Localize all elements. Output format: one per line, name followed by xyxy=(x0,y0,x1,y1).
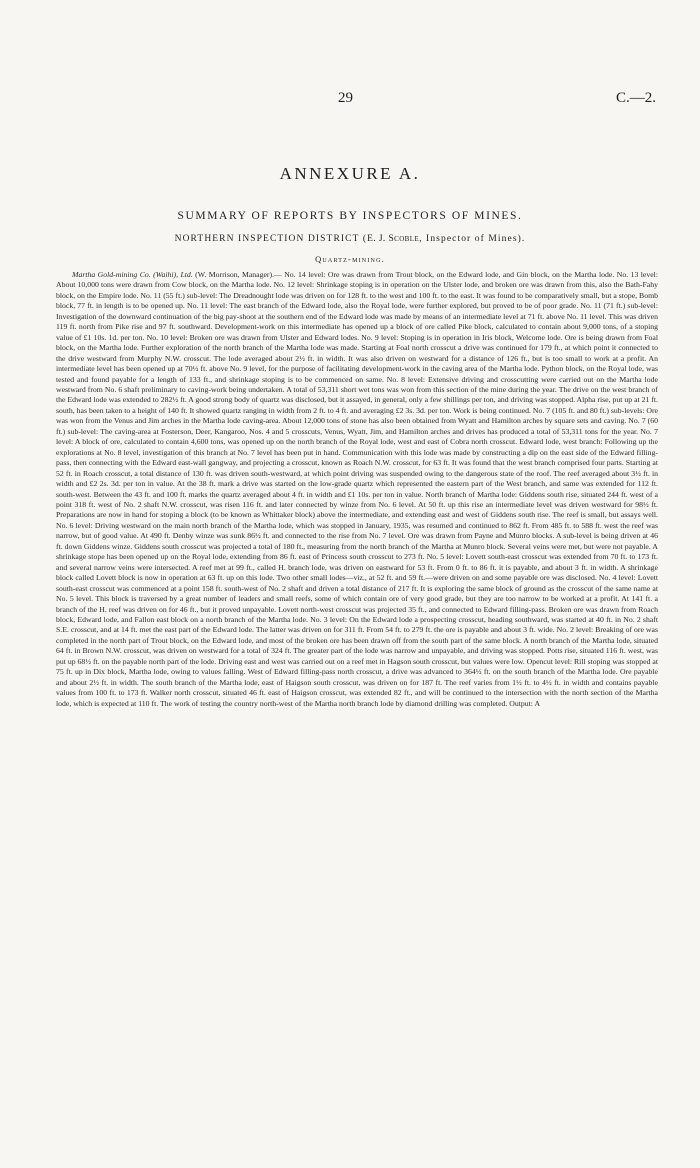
annexure-title: ANNEXURE A. xyxy=(279,164,421,183)
district-open-paren: ( xyxy=(362,234,368,244)
inspector-name: E. J. Scoble xyxy=(367,234,420,244)
section-heading: Quartz-mining. xyxy=(315,254,385,264)
company-manager: (W. Morrison, Manager). xyxy=(192,270,275,279)
district-name: NORTHERN INSPECTION DISTRICT xyxy=(174,234,360,244)
inspector-title: , Inspector of Mines). xyxy=(419,234,526,244)
report-summary-title: SUMMARY OF REPORTS BY INSPECTORS OF MINES. xyxy=(177,210,523,222)
district-heading xyxy=(0,234,700,244)
report-body xyxy=(56,270,658,709)
page-number: 29 xyxy=(338,90,353,106)
document-reference: C.—2. xyxy=(615,90,656,106)
running-head xyxy=(0,90,700,110)
company-name: Martha Gold-mining Co. (Waihi), Ltd. xyxy=(72,270,193,279)
report-text: — No. 14 level: Ore was drawn from Trout block, on the Edward lode, and Gin block, on the Martha lode. No. 13 level: About 10,000 tons were drawn from Cow block, on the Martha lode. No. 12 level: Shrinkage stoping is in operation on the Ulster lode, and broken ore was drawn from this, also the Bath-Fahy block, on the Empire lode. No. 11 (55 ft.) sub-level: The Dreadnought lode was driven on for 128 ft. to the west and 100 ft. to the east. It was found to be comparatively small, but a stope, Bomb block, 77 ft. in length is to be opened up. No. 11 level: The east branch of the Edward lode, also the Royal lode, were further explored, but proved to be of poor grade. No. 11 (71 ft.) sub-level: Investigation of the downward continuation of the big pay-shoot at the southern end of the Edward lode was made by means of an intermediate level at 71 ft. above No. 11 level. This was driven 119 ft. north from Pike rise and 97 ft. southward. Development-work on this intermediate has opened up a block of ore called Pike block, calculated to contain about 9,000 tons, of a stoping value of £1 10s. 1d. per ton. No. 10 level: Broken ore was drawn from Ulster and Edward lodes. No. 9 level: Stoping is in operation in Iris block, Welcome lode. Ore is being drawn from Foal block, on the Martha lode. Further exploration of the north branch of the Martha lode was made. Starting at Foal north crosscut a drive was continued for 179 ft., at which point it connected to the drive westward from Murphy N.W. crosscut. The lode averaged about 2½ ft. in width. It was also driven on westward for a distance of 126 ft., but is too small to work at a profit. An intermediate level has been opened up at 70½ ft. above No. 9 level, for the purpose of facilitating development-work in the caving area of the Martha lode. Python block, on the Royal lode, was tested and found payable for a length of 133 ft., and shrinkage stoping is to be commenced on same. No. 8 level: Extensive driving and crosscutting were carried out on the Martha lode westward from No. 6 shaft preliminary to caving-work being undertaken. A total of 53,311 short wet tons was won from this section of the mine during the year. The drive on the west branch of the Edward lode was extended to 282½ ft. A good strong body of quartz was disclosed, but it assayed, in general, only a few shillings per ton, and driving was stopped. Alpha rise, put up at 21 ft. south, has been taken to a height of 140 ft. It showed quartz ranging in width from 2 ft. to 4 ft. and averaging £2 3s. 3d. per ton. Work is being continued. No. 7 (105 ft. and 80 ft.) sub-levels: Ore was won from the Venus and Jim arches in the Martha lode caving-area. About 12,000 tons of stone has also been obtained from Wyatt and Hamilton arches by square sets and caving. No. 7 (60 ft.) sub-level: The caving-area at Fosterson, Deer, Kangaroo, Nos. 4 and 5 crosscuts, Venus, Wyatt, Jim, and Hamilton arches and drives has produced a total of 53,311 tons for the year. No. 7 level: A block of ore, calculated to contain 4,600 tons, was opened up on the north branch of the Royal lode, west and east of Cobra north crosscut. Edward lode, west branch: Following up the explorations at No. 8 level, investigation of this branch at No. 7 level has been put in hand. Communication with this lode was made by constructing a dip on the east side of the Edward filling-pass, then connecting with the Edward east-wall gangway, and projecting a crosscut, known as Roach N.W. crosscut, for 63 ft. It was found that the west branch comprised four parts. Starting at 52 ft. in Roach crosscut, a total distance of 130 ft. was driven south-westward, at which point driving was suspended owing to the dangerous state of the roof. The reef averaged about 3½ ft. in width and £2 2s. 3d. per ton in value. At the 38 ft. mark a drive was started on the low-grade quartz which represented the eastern part of the West branch, and same was extended for 112 ft. south-west. Between the 43 ft. and 100 ft. marks the quartz averaged about 4 ft. in width and £1 10s. per ton in value. North branch of Martha lode: Giddens south rise, situated 244 ft. west of a point 318 ft. west of No. 2 shaft N.W. crosscut, was risen 116 ft. and later connected by winze from No. 6 level. At 50 ft. up this rise an intermediate level was driven westward for 98½ ft. Preparations are now in hand for stoping a block (to be known as Whittaker block) above the intermediate, and extending east and west of Giddens south rise. The reef is small, but assays well. No. 6 level: Driving westward on the main north branch of the Martha lode, which was stopped in January, 1935, was resumed and continued to 862 ft. From 485 ft. to 588 ft. west the reef was narrow, but of good value. At 490 ft. Denby winze was sunk 86½ ft. and connected to the rise from No. 7 level. Ore was drawn from Payne and Munro blocks. A sub-level is being driven at 46 ft. down Giddens winze. Giddens south crosscut was projected a total of 180 ft., measuring from the north branch of the Martha at Munro block. Several veins were met, but were not payable. A shrinkage stope has been opened up on the Royal lode, extending from 86 ft. east of Princess south crosscut to 273 ft. No. 5 level: Lovett south-east crosscut was extended from 70 ft. to 173 ft. and several narrow veins were intersected. A reef met at 99 ft., called H. branch lode, was driven on eastward for 53 ft. From 0 ft. to 86 ft. it is payable, and about 3 ft. in width. A shrinkage block called Lovett block is now in operation at 63 ft. up on this lode. Two other small lodes—viz., at 52 ft. and 59 ft.—were driven on and some payable ore was disclosed. No. 4 level: Lovett south-east crosscut was commenced at a point 158 ft. south-west of No. 2 shaft and driven a total distance of 217 ft. It is exploring the same block of ground as the crosscut of the same name at No. 5 level. This block is traversed by a great number of leaders and small reefs, some of which contain ore of very good grade, but they are too narrow to be worked at a profit. At 141 ft. a branch of the H. reef was driven on for 46 ft., but it proved unpayable. Lovett north-west crosscut was projected 35 ft., and connected to Edward filling-pass. Broken ore was drawn from Roach block, Edward lode, and Fallon east block on a north branch of the Martha lode. No. 3 level: On the Edward lode a prospecting crosscut, heading southward, was started at 40 ft. in No. 2 shaft S.E. crosscut, and at 14 ft. met the east part of the Edward lode. The latter was driven on for 311 ft. From 54 ft. to 279 ft. the ore is payable and about 3 ft. wide. No. 2 level: Breaking of ore was completed in the north part of Trout block, on the Edward lode, and most of the broken ore has been drawn off from the south part of the same block. A north branch of the Martha lode, situated 64 ft. in Brown N.W. crosscut, was driven on westward for a total of 324 ft. The greater part of the lode was narrow and unpayable, and driving was stopped. Potts rise, situated 116 ft. west, was put up 68½ ft. on the payable north part of the lode. Driving east and west was carried out on a reef met in Hagson south crosscut, but values were low. Opencut level: Rill stoping was stopped at 75 ft. up in Dix block, Martha lode, owing to values falling. West of Edward filling-pass north crosscut, a drive was advanced to 364½ ft. on the south branch of the Martha lode. Ore payable and about 2½ ft. in width. The south branch of the Martha lode, east of Haigson south crosscut, was driven on for 187 ft. The reef varies from 1½ ft. to 4½ ft. in width and contains payable values from 100 ft. to 173 ft. Walker north crosscut, situated 46 ft. east of Haigson crosscut, was extended 82 ft., and will be continued to the intersection with the north section of the Martha lode, which is expected at 110 ft. The work of testing the country north-west of the Martha north branch lode by diamond drilling was completed. Output: A xyxy=(56,270,658,708)
